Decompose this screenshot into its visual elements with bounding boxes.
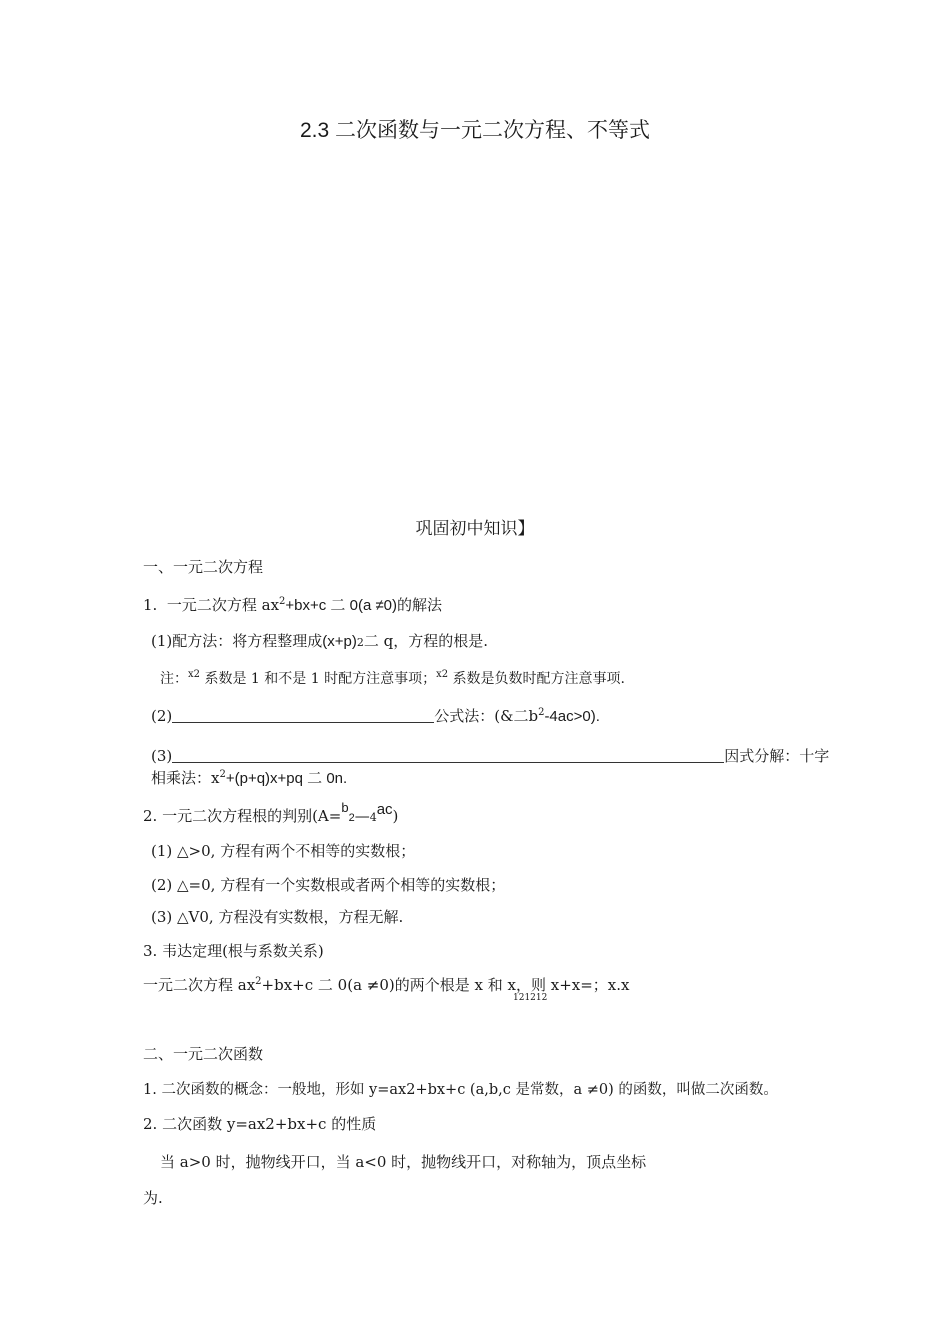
part1-heading: 一、一元二次方程 <box>143 558 264 576</box>
item1-3-suffix: 因式分解：十字 <box>724 747 830 765</box>
part1-item1 <box>143 594 442 615</box>
item2-ac: ac <box>376 801 393 818</box>
part1-item1-2 <box>151 705 600 726</box>
note-x2: x <box>436 669 442 680</box>
item1-2-tail: -4ac>0). <box>544 708 600 725</box>
item1-3-line2-a: 相乘法：x <box>151 769 220 787</box>
item2-dash: — <box>354 807 370 825</box>
item1-2-sup: 2 <box>538 707 545 718</box>
item3-line-a: 一元二次方程 ax <box>143 976 256 994</box>
note-s1: 2 <box>193 669 201 680</box>
item1-2-blank[interactable] <box>172 708 434 723</box>
note-x1: x <box>188 669 194 680</box>
item1-1-prefix: (1)配方法：将方程整理成 <box>151 632 323 650</box>
item1-1-sub: 2 <box>356 636 364 649</box>
item1-sup: 2 <box>279 596 286 607</box>
part1-item2-3: (3) △V0, 方程没有实数根，方程无解. <box>151 908 404 926</box>
item2-text: 2. 一元二次方程根的判别(A= <box>143 807 342 825</box>
item2-b: b <box>341 800 349 815</box>
item3-line-sup: 2 <box>255 976 262 987</box>
part1-item1-3-line2 <box>151 767 347 788</box>
item1-2-prefix: (2) <box>151 707 173 725</box>
part1-item2-2: (2) △=0, 方程有一个实数根或者两个相等的实数根； <box>151 876 506 894</box>
page-title: 2.3 二次函数与一元二次方程、不等式 <box>299 119 651 142</box>
part2-heading: 二、一元二次函数 <box>143 1045 264 1063</box>
item1-3-prefix: (3) <box>151 747 173 765</box>
item1-text-a: 一元二次方程 ax <box>166 596 280 614</box>
item1-3-blank[interactable] <box>172 748 724 763</box>
item1-2-suffix: 公式法：(&二b <box>434 707 539 725</box>
note-s2: 2 <box>441 669 449 680</box>
item2-close: ) <box>392 807 399 825</box>
part1-item3-line <box>143 974 630 995</box>
part1-item2-1: (1) △>0, 方程有两个不相等的实数根； <box>151 842 416 860</box>
part1-note <box>160 668 625 688</box>
note-b: 系数是 1 和不是 1 时配方注意事项； <box>204 671 437 687</box>
part2-item2: 2. 二次函数 y=ax2+bx+c 的性质 <box>143 1115 377 1133</box>
note-c: 系数是负数时配方注意事项. <box>452 671 626 687</box>
part1-item1-1 <box>151 630 488 651</box>
part2-item1: 1. 二次函数的概念：一般地，形如 y=ax2+bx+c (a,b,c 是常数，a ≠0) 的函数，叫做二次函数。 <box>143 1082 778 1098</box>
item3-line-b: +bx+c 二 0(a ≠0)的两个根是 x 和 x，则 x+x=；x.x <box>261 976 630 994</box>
note-a: 注： <box>160 671 188 687</box>
item1-number: 1. <box>143 596 158 614</box>
item2-four: 4 <box>369 811 377 824</box>
item1-text-b: +bx+c 二 0(a ≠0)的解法 <box>285 597 443 614</box>
section-heading: 巩固初中知识】 <box>415 519 535 539</box>
part1-item2 <box>143 800 399 826</box>
item2-b2: 2 <box>348 812 355 824</box>
item1-3-line2-b: +(p+q)x+pq 二 0n. <box>225 770 348 787</box>
part1-item3: 3. 韦达定理(根与系数关系) <box>143 942 324 960</box>
item1-3-line2-sup: 2 <box>219 769 226 780</box>
part1-item1-3 <box>151 745 829 766</box>
item1-1-formula: (x+p) <box>322 633 357 650</box>
item3-subscripts: 121212 <box>513 993 548 1003</box>
part2-item2-line2: 为. <box>143 1189 163 1207</box>
item1-1-suffix: 二 q，方程的根是. <box>363 632 488 650</box>
part2-item2-line1: 当 a>0 时，抛物线开口，当 a<0 时，抛物线开口，对称轴为，顶点坐标 <box>160 1153 647 1171</box>
